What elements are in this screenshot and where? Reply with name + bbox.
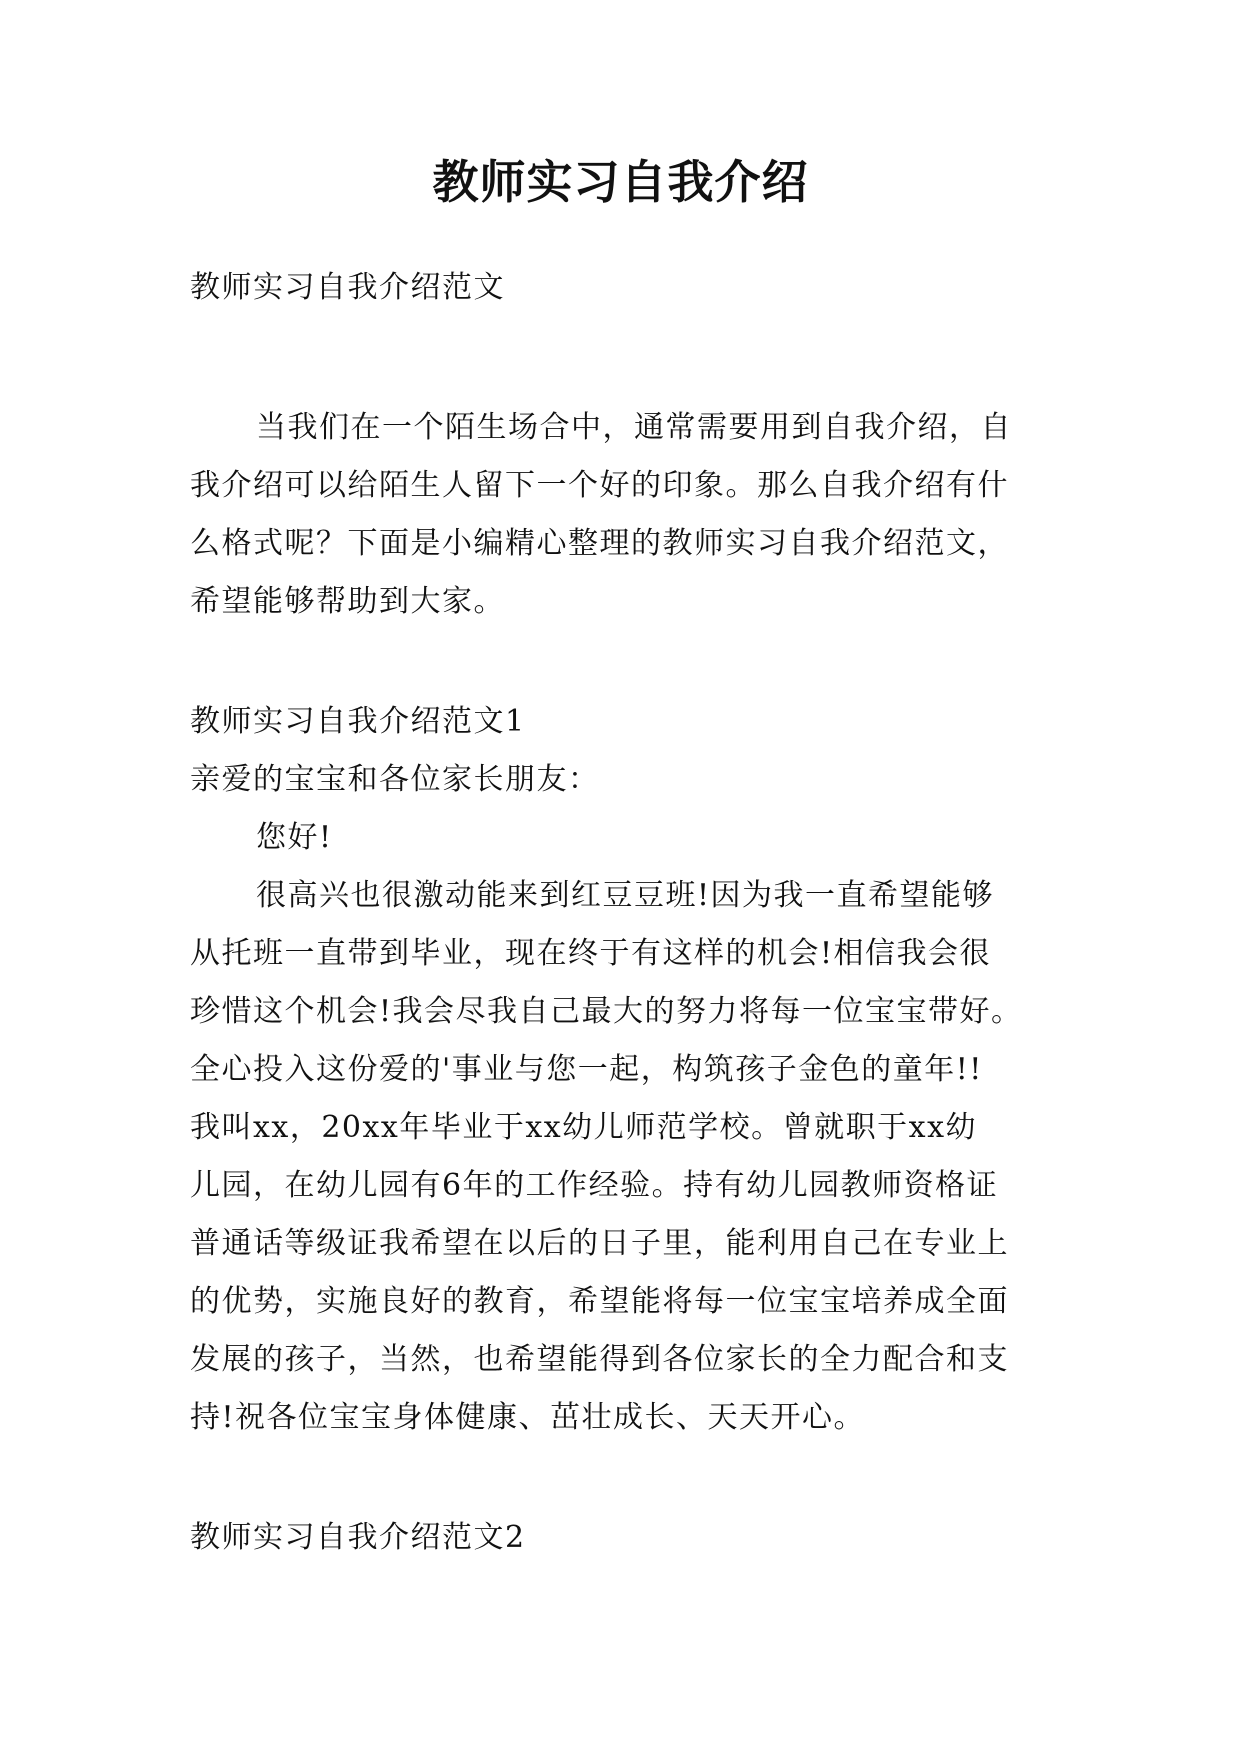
page-title: 教师实习自我介绍 [432,155,809,209]
salutation: 亲爱的宝宝和各位家长朋友： [190,762,600,797]
body-line: 儿园，在幼儿园有6年的工作经验。持有幼儿园教师资格证 [190,1168,999,1203]
intro-line: 希望能够帮助到大家。 [190,584,505,619]
intro-line: 当我们在一个陌生场合中，通常需要用到自我介绍，自 [256,410,1012,445]
body-line: 普通话等级证我希望在以后的日子里，能利用自己在专业上 [190,1226,1009,1261]
body-line: 很高兴也很激动能来到红豆豆班!因为我一直希望能够 [256,878,995,913]
body-line: 从托班一直带到毕业，现在终于有这样的机会!相信我会很 [190,936,992,971]
body-line: 持!祝各位宝宝身体健康、茁壮成长、天天开心。 [190,1400,866,1435]
body-line: 发展的孩子，当然，也希望能得到各位家长的全力配合和支 [190,1342,1009,1377]
section-heading-1: 教师实习自我介绍范文1 [190,704,526,739]
body-line: 全心投入这份爱的'事业与您一起，构筑孩子金色的童年!! [190,1052,983,1087]
intro-line: 我介绍可以给陌生人留下一个好的印象。那么自我介绍有什 [190,468,1009,503]
section-heading-2: 教师实习自我介绍范文2 [190,1520,526,1555]
intro-line: 么格式呢？下面是小编精心整理的教师实习自我介绍范文， [190,526,1009,561]
subtitle: 教师实习自我介绍范文 [190,270,505,305]
body-line: 珍惜这个机会!我会尽我自己最大的努力将每一位宝宝带好。 [190,994,1023,1029]
greeting: 您好! [256,820,333,855]
body-line: 我叫xx，20xx年毕业于xx幼儿师范学校。曾就职于xx幼 [190,1110,978,1145]
body-line: 的优势，实施良好的教育，希望能将每一位宝宝培养成全面 [190,1284,1009,1319]
